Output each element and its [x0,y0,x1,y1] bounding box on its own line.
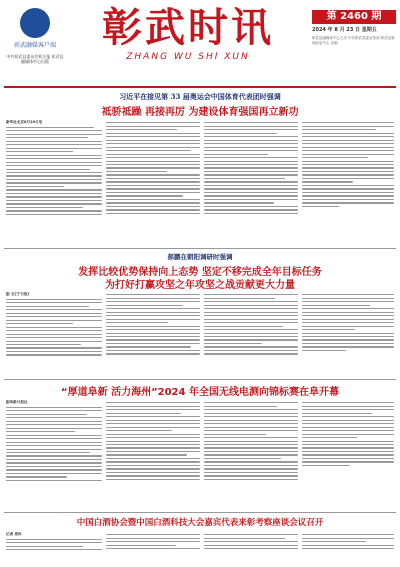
masthead-title: 彰武时讯 [102,4,274,51]
section-divider [4,379,396,380]
article2-column-2 [106,292,200,376]
issue-date: 2024 年 8 月 23 日 星期五 [312,27,377,33]
article2-column-4 [302,292,394,376]
article3-column-3 [204,400,298,508]
article1-headline: 祗骄祗躁 再接再厉 为建设体育强国再立新功 [101,107,299,118]
article1-column-4 [302,120,394,244]
article1-column-1 [6,120,102,244]
publication-logo [6,4,64,82]
article3-column-4 [302,400,394,508]
masthead-divider [4,86,396,88]
article3-column-1 [6,400,102,508]
article1-subheadline: 习近平在接见第 33 届奥运会中国体育代表团时强调 [119,92,281,101]
article1-column-3 [204,120,298,244]
article4-column-4 [302,532,394,564]
article3-column-2 [106,400,200,508]
article1-column-2 [106,120,200,244]
logo-emblem-icon [20,8,50,38]
article2-subheadline: 郝鹏在朝阳调研时强调 [167,253,233,261]
article2-byline: 据《辽宁日报》 [6,292,32,296]
article3-byline: 据阜新日报社 [6,400,28,404]
article2-column-3 [204,292,298,376]
article4-column-1 [6,532,102,564]
masthead-pinyin: ZHANG WU SHI XUN [126,52,250,62]
article3-headline: “厚道阜新 活力海州”2024 年全国无线电测向锦标赛在阜开幕 [61,387,339,398]
article1-byline: 新华社北京8月20日电 [6,120,43,124]
section-divider [4,512,396,513]
article2-column-1 [6,292,102,376]
article4-column-3 [204,532,298,564]
article4-headline: 中国白酒协会暨中国白酒科技大会嘉宾代表来彰考察座谈会议召开 [76,518,324,528]
article4-byline: 记者 周冉 [6,532,22,536]
article2-headline-line1: 发挥比较优势保持向上态势 坚定不移完成全年目标任务 [78,267,322,278]
section-divider [4,248,396,249]
article2-headline-line2: 为打好打赢攻坚之年攻坚之战贡献更大力量 [105,280,295,291]
masthead [66,4,310,64]
logo-subtitle: 中共彰武县委员会机关报 彰武县融媒体中心出版 [6,54,64,64]
article4-column-2 [106,532,200,564]
logo-name: 彰武融媒客户端 [13,42,56,49]
publisher-info: 彰武县融媒体中心主办 中共彰武县委宣传部 彰武县新闻信息中心 出版 [312,36,395,45]
issue-number-badge: 第 2460 期 [312,10,396,24]
